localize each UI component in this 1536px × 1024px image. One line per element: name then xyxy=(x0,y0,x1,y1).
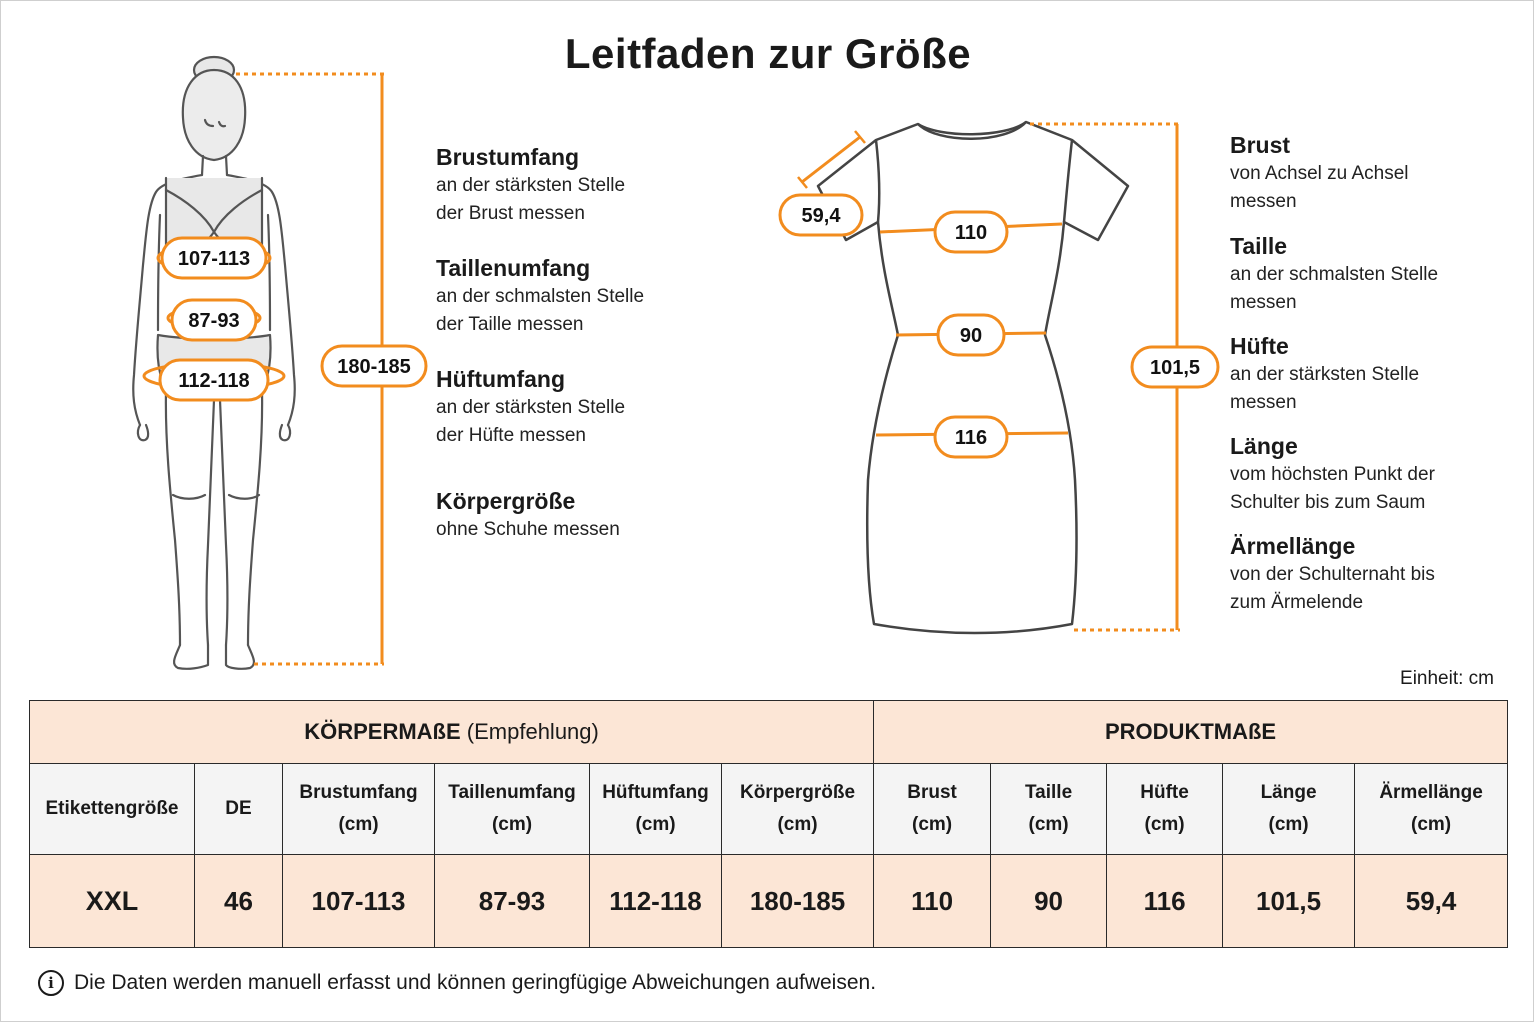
legend-line: der Hüfte messen xyxy=(436,425,586,446)
dress-hip-pill xyxy=(935,417,1007,457)
table-cell: XXL xyxy=(30,855,195,948)
table-cell: 112-118 xyxy=(590,855,722,948)
legend-line: vom höchsten Punkt der xyxy=(1230,464,1435,485)
dress-length-label: 101,5 xyxy=(1149,357,1201,379)
legend-line: an der stärksten Stelle xyxy=(436,397,626,418)
body-legend-waist xyxy=(436,253,644,339)
table-cell: 180-185 xyxy=(722,855,874,948)
column-header: Brustumfang (cm) xyxy=(283,764,435,855)
dress-bust-label: 110 xyxy=(954,222,988,244)
dress-bust-pill xyxy=(935,212,1007,252)
table-cell: 90 xyxy=(991,855,1107,948)
body-bust-label: 107-113 xyxy=(177,248,251,270)
legend-heading: Taille xyxy=(1230,233,1288,259)
legend-line: der Taille messen xyxy=(436,314,584,335)
dress-sleeve-label: 59,4 xyxy=(801,205,841,227)
body-waist-pill xyxy=(172,300,256,340)
legend-line: ohne Schuhe messen xyxy=(436,519,620,540)
legend-line: an der schmalsten Stelle xyxy=(436,286,645,307)
group-header-body-bold: KÖRPERMAßE xyxy=(304,719,461,744)
body-legend-bust xyxy=(436,142,625,228)
column-header: Länge (cm) xyxy=(1223,764,1355,855)
column-header: Taille (cm) xyxy=(991,764,1107,855)
legend-heading: Länge xyxy=(1230,433,1298,459)
body-height-pill xyxy=(322,346,426,386)
legend-heading: Brust xyxy=(1230,132,1291,158)
info-icon: i xyxy=(38,970,64,996)
footnote xyxy=(38,970,876,996)
column-header: Taillenumfang (cm) xyxy=(435,764,590,855)
body-height-label: 180-185 xyxy=(337,356,411,378)
body-bust-pill xyxy=(162,238,266,278)
group-header-body-note: (Empfehlung) xyxy=(466,719,599,744)
body-legend-height xyxy=(436,486,620,544)
dress-waist-pill xyxy=(938,315,1004,355)
column-header: Ärmellänge (cm) xyxy=(1355,764,1508,855)
column-header: Körpergröße (cm) xyxy=(722,764,874,855)
body-waist-label: 87-93 xyxy=(188,310,240,332)
legend-heading: Hüftumfang xyxy=(436,366,566,392)
body-legend-hip xyxy=(436,364,625,450)
column-header: Etikettengröße xyxy=(30,764,195,855)
table-cell: 107-113 xyxy=(283,855,435,948)
table-cell: 101,5 xyxy=(1223,855,1355,948)
table-cell: 59,4 xyxy=(1355,855,1508,948)
legend-line: Schulter bis zum Saum xyxy=(1230,492,1426,513)
table-header-row xyxy=(30,764,1508,855)
table-group-row xyxy=(30,701,1508,764)
legend-line: der Brust messen xyxy=(436,203,585,224)
column-header: DE xyxy=(195,764,283,855)
dress-length-pill xyxy=(1132,347,1218,387)
legend-line: zum Ärmelende xyxy=(1230,592,1364,613)
dress-legend-sleeve xyxy=(1230,531,1435,617)
dress-legend-bust xyxy=(1230,130,1409,216)
legend-line: an der stärksten Stelle xyxy=(1230,364,1420,385)
size-table xyxy=(29,700,1508,948)
column-header: Hüfte (cm) xyxy=(1107,764,1223,855)
legend-line: von der Schulternaht bis xyxy=(1230,564,1435,585)
group-header-product: PRODUKTMAßE xyxy=(874,701,1508,764)
table-cell: 110 xyxy=(874,855,991,948)
table-cell: 116 xyxy=(1107,855,1223,948)
legend-heading: Körpergröße xyxy=(436,488,576,514)
footnote-text: Die Daten werden manuell erfasst und können geringfügige Abweichungen aufweisen. xyxy=(74,971,877,994)
legend-heading: Brustumfang xyxy=(436,144,580,170)
legend-heading: Hüfte xyxy=(1230,333,1289,359)
column-header: Brust (cm) xyxy=(874,764,991,855)
table-cell: 87-93 xyxy=(435,855,590,948)
body-hip-pill xyxy=(160,360,268,400)
legend-line: messen xyxy=(1230,292,1297,313)
dress-hip-label: 116 xyxy=(954,427,988,449)
unit-note: Einheit: cm xyxy=(1400,668,1494,689)
dress-legend-length xyxy=(1230,431,1435,517)
legend-heading: Taillenumfang xyxy=(436,255,591,281)
group-header-body xyxy=(30,701,874,764)
table-cell: 46 xyxy=(195,855,283,948)
table-row xyxy=(30,855,1508,948)
dress-legend-waist xyxy=(1230,231,1438,317)
dress-legend-hip xyxy=(1230,331,1419,417)
legend-line: von Achsel zu Achsel xyxy=(1230,163,1409,184)
legend-line: an der stärksten Stelle xyxy=(436,175,626,196)
legend-line: messen xyxy=(1230,191,1297,212)
legend-heading: Ärmellänge xyxy=(1230,533,1356,559)
dress-illustration xyxy=(818,122,1128,633)
dress-sleeve-pill xyxy=(780,195,862,235)
page-title: Leitfaden zur Größe xyxy=(564,30,972,77)
column-header: Hüftumfang (cm) xyxy=(590,764,722,855)
legend-line: an der schmalsten Stelle xyxy=(1230,264,1439,285)
body-hip-label: 112-118 xyxy=(178,370,250,392)
dress-waist-label: 90 xyxy=(959,325,983,347)
legend-line: messen xyxy=(1230,392,1297,413)
